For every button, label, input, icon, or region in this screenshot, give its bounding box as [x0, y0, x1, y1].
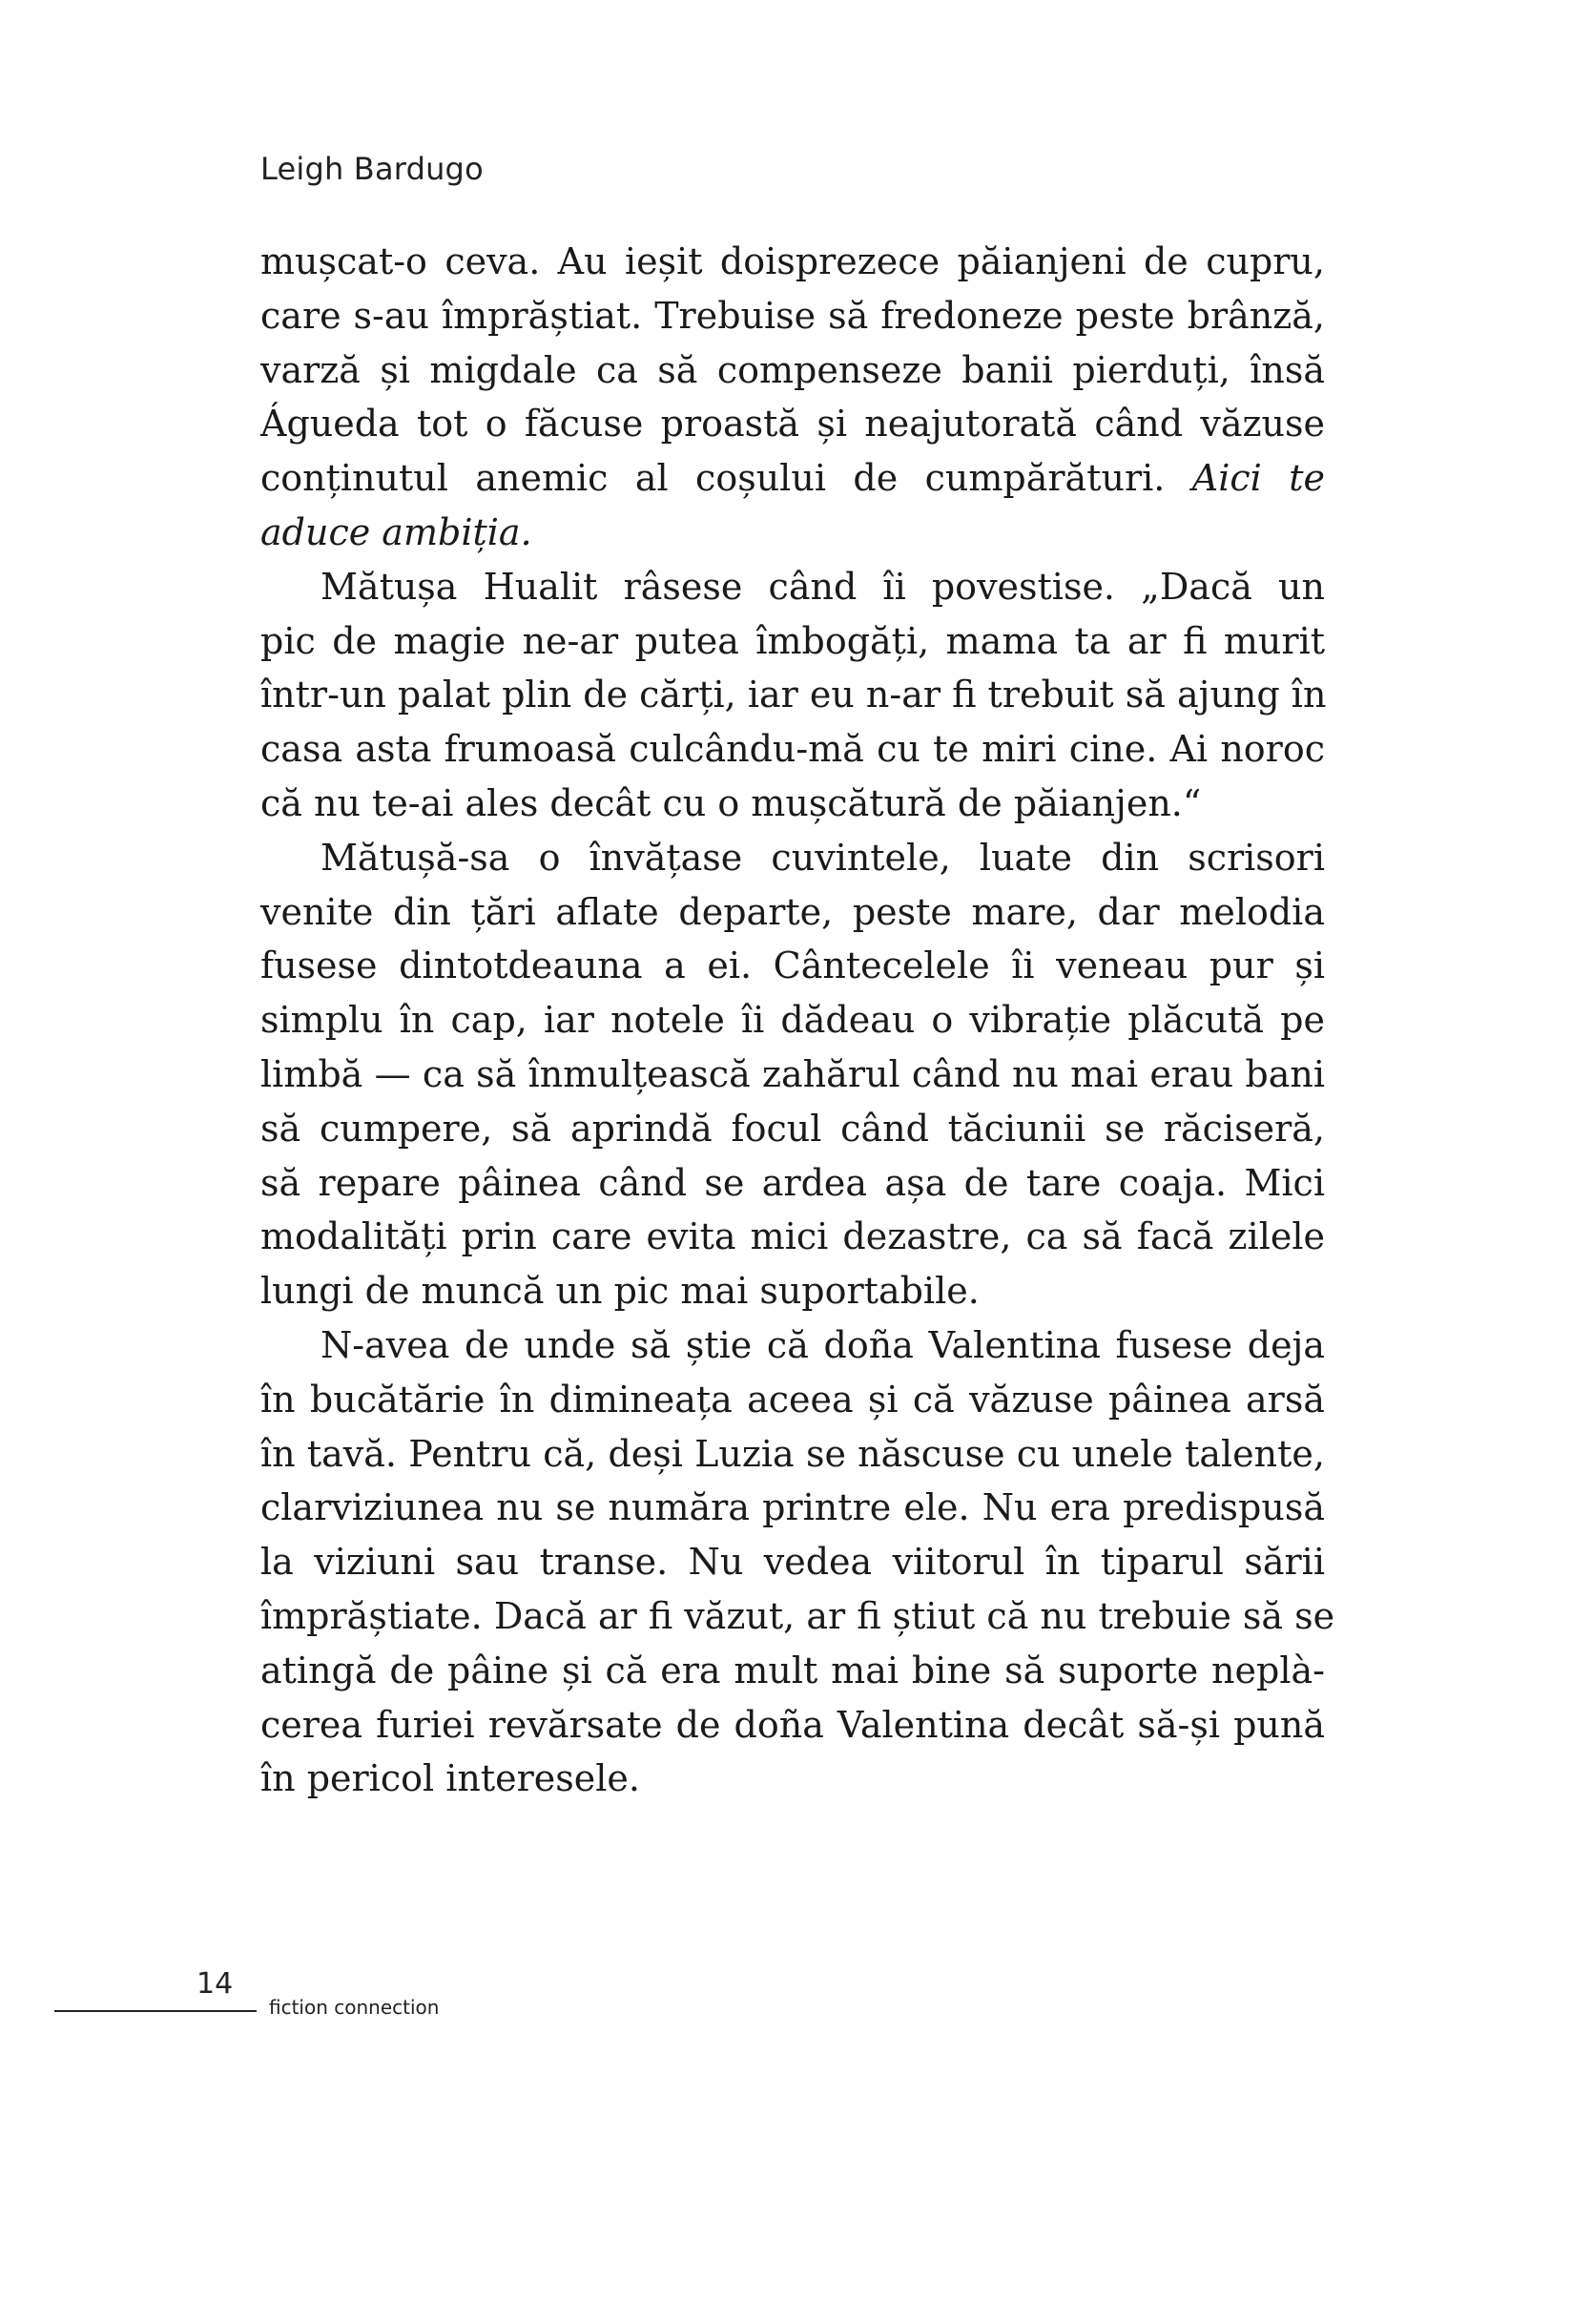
paragraph-2 — [260, 560, 1325, 831]
paragraph-4 — [260, 1318, 1335, 1806]
text-segment: conținutul anemic al coșului de cumpărături. — [260, 457, 1166, 500]
footer-series-label: fiction connection — [269, 1996, 440, 2019]
text-line: Mătușă-sa o învățase cuvintele, luate din scrisori — [320, 836, 1325, 879]
text-line-mixed — [260, 451, 1325, 506]
text-line: într-un palat plin de cărți, iar eu n-ar fi trebuit să ajung în — [260, 674, 1327, 716]
text-line: casa asta frumoasă culcându-mă cu te miri cine. Ai noroc — [260, 728, 1325, 771]
footer-divider — [54, 2010, 257, 2012]
italic-line: aduce ambiția. — [260, 510, 532, 553]
paragraph-1 — [260, 235, 1325, 560]
text-line: împrăștiate. Dacă ar fi văzut, ar fi știut că nu trebuie să se — [260, 1594, 1335, 1637]
running-header-author: Leigh Bardugo — [260, 151, 484, 187]
paragraph-3 — [260, 831, 1325, 1318]
text-line: în pericol interesele. — [260, 1757, 640, 1800]
text-line: la viziuni sau transe. Nu vedea viitorul în tiparul sării — [260, 1541, 1325, 1584]
text-line: limbă — ca să înmulțească zahărul când nu mai erau bani — [260, 1052, 1325, 1095]
page-number: 14 — [196, 1967, 234, 2001]
text-line: venite din țări aflate departe, peste mare, dar melodia — [260, 890, 1325, 933]
text-line: în tavă. Pentru că, deși Luzia se născuse cu unele talente, — [260, 1432, 1325, 1475]
text-line: pic de magie ne-ar putea îmbogăți, mama ta ar fi murit — [260, 619, 1325, 662]
text-line: fusese dintotdeauna a ei. Cântecelele îi veneau pur și — [260, 944, 1325, 987]
text-line: că nu te-ai ales decât cu o mușcătură de păianjen.“ — [260, 781, 1202, 824]
text-line: Mătușa Hualit râsese când îi povestise. „Dacă un — [320, 565, 1325, 608]
text-line: clarviziunea nu se număra printre ele. Nu era predispusă — [260, 1486, 1325, 1529]
text-line: Águeda tot o făcuse proastă și neajutorată când văzuse — [260, 403, 1325, 446]
italic-segment: Aici te — [1191, 457, 1325, 500]
text-line: modalități prin care evita mici dezastre, ca să facă zilele — [260, 1215, 1325, 1258]
text-line: cerea furiei revărsate de doña Valentina decât să-și pună — [260, 1703, 1325, 1746]
text-line: atingă de pâine și că era mult mai bine să suporte neplà- — [260, 1649, 1325, 1691]
text-line: să repare pâinea când se ardea așa de tare coaja. Mici — [260, 1161, 1325, 1204]
text-line: să cumpere, să aprindă focul când tăciunii se răciseră, — [260, 1107, 1325, 1150]
text-line: care s-au împrăștiat. Trebuise să fredoneze peste brânză, — [260, 294, 1325, 337]
text-line: lungi de muncă un pic mai suportabile. — [260, 1270, 980, 1313]
text-line: N-avea de unde să știe că doña Valentina fusese deja — [320, 1323, 1325, 1366]
page-body-text — [260, 235, 1335, 1806]
text-line: simplu în cap, iar notele îi dădeau o vibrație plăcută pe — [260, 999, 1325, 1042]
text-line: mușcat-o ceva. Au ieșit doisprezece păianjeni de cupru, — [260, 240, 1325, 282]
text-line: varză și migdale ca să compenseze banii pierduți, însă — [260, 348, 1325, 391]
text-line: în bucătărie în dimineața aceea și că văzuse pâinea arsă — [260, 1378, 1325, 1421]
